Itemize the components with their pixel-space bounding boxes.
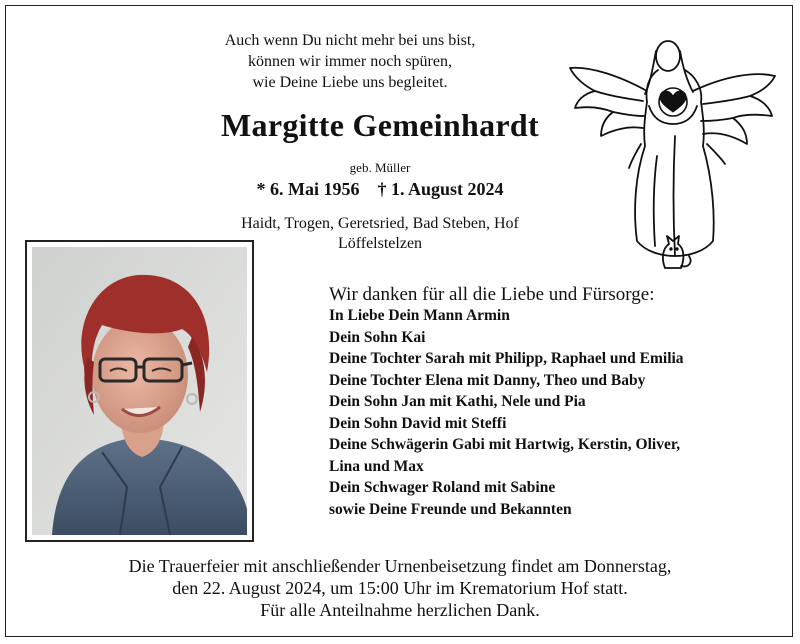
maiden-name: geb. Müller [349,160,411,175]
memorial-verse [200,30,500,93]
places-of-life [200,214,560,254]
list-item: Deine Tochter Sarah mit Philipp, Raphael und Emilia [329,350,684,367]
list-item: Deine Tochter Elena mit Danny, Theo und Baby [329,371,646,389]
service-line: den 22. August 2024, um 15:00 Uhr im Krematorium Hof statt. [172,578,628,598]
service-line: Die Trauerfeier mit anschließender Urnenbeisetzung findet am Donnerstag, [128,556,672,576]
list-item: Dein Sohn Kai [329,328,426,346]
list-item: Lina und Max [329,457,424,475]
list-item: sowie Deine Freunde und Bekannten [329,500,572,518]
thanks-intro: Wir danken für all die Liebe und Fürsorge: [329,284,655,305]
life-dates [200,179,560,200]
places-line: Haidt, Trogen, Geretsried, Bad Steben, Hof [241,215,519,232]
service-line: Für alle Anteilnahme herzlichen Dank. [260,600,540,620]
places-line: Löffelstelzen [337,235,423,252]
portrait-illustration [32,247,247,535]
verse-line: Auch wenn Du nicht mehr bei uns bist, [224,32,476,49]
family-list [329,305,779,520]
deceased-name: Margitte Gemeinhardt [221,107,539,143]
portrait-photo [25,240,254,542]
verse-line: wie Deine Liebe uns begleitet. [252,74,448,91]
list-item: In Liebe Dein Mann Armin [329,307,510,324]
list-item: Dein Sohn Jan mit Kathi, Nele und Pia [329,393,586,410]
verse-line: können wir immer noch spüren, [248,53,452,70]
service-info [60,555,740,621]
birth-date: * 6. Mai 1956 [256,179,360,199]
angel-with-heart-icon [565,36,780,276]
cat-icon [663,236,683,268]
death-date: † 1. August 2024 [377,179,504,199]
list-item: Deine Schwägerin Gabi mit Hartwig, Kerstin, Oliver, [329,436,681,453]
list-item: Dein Schwager Roland mit Sabine [329,479,556,496]
list-item: Dein Sohn David mit Steffi [329,414,507,432]
